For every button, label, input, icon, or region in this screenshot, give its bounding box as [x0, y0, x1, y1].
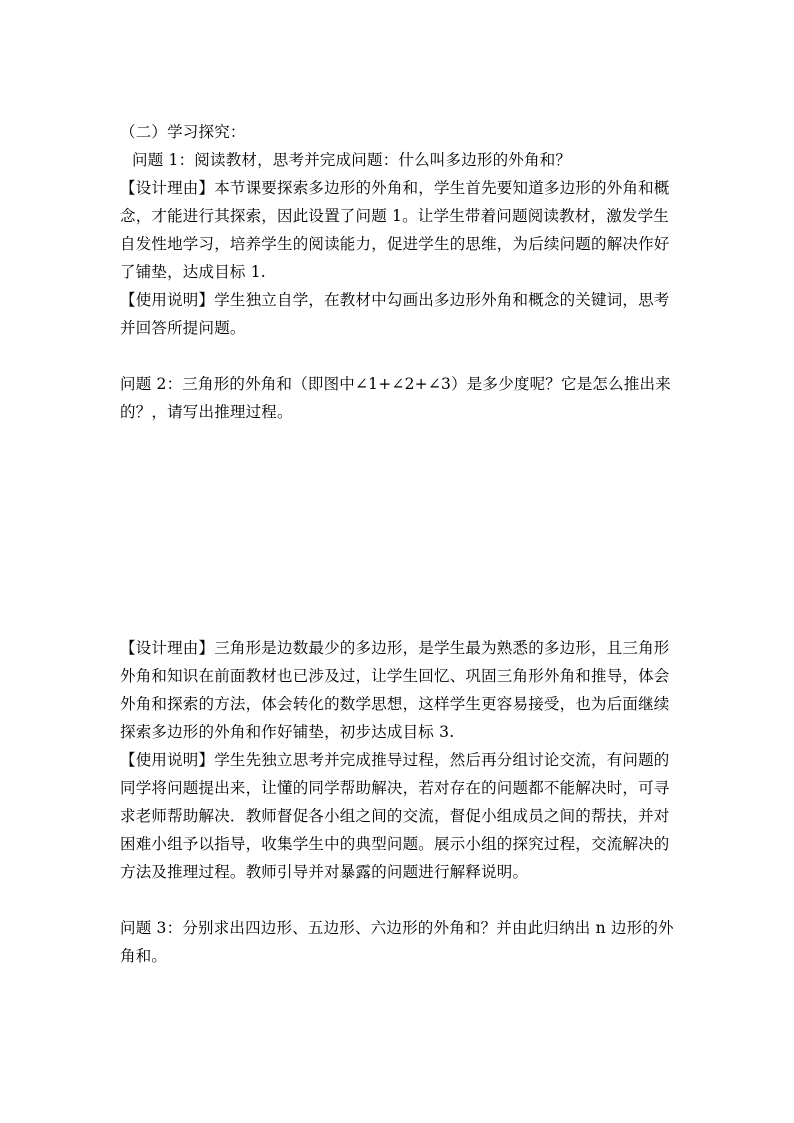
usage-note-2-line: 求老师帮助解决．教师督促各小组之间的交流，督促小组成员之间的帮扶，并对 [120, 807, 670, 825]
design-reason-1-line: 【设计理由】本节课要探索多边形的外角和，学生首先要知道多边形的外角和概 [120, 179, 670, 197]
design-reason-2 [120, 634, 680, 746]
usage-note-2-line: 【使用说明】学生先独立思考并完成推导过程，然后再分组讨论交流，有问题的 [120, 751, 670, 769]
design-reason-1-line: 自发性地学习，培养学生的阅读能力，促进学生的思维，为后续问题的解决作好 [120, 235, 670, 253]
usage-note-2-line: 方法及推理过程。教师引导并对暴露的问题进行解释说明。 [120, 863, 529, 881]
section-title: （二）学习探究： [120, 123, 246, 141]
design-reason-1-line: 念，才能进行其探索，因此设置了问题 1。让学生带着问题阅读教材，激发学生 [120, 207, 669, 225]
usage-note-2 [120, 746, 680, 886]
design-reason-2-line: 探索多边形的外角和作好铺垫，初步达成目标 3. [120, 723, 455, 741]
design-reason-1-line: 了铺垫，达成目标 1. [120, 263, 266, 281]
paragraph-gap [120, 342, 680, 370]
paragraph-gap [120, 886, 680, 914]
blank-answer-area [120, 426, 680, 634]
usage-note-2-line: 同学将问题提出来，让懂的同学帮助解决，若对存在的问题都不能解决时，可寻 [120, 779, 670, 797]
usage-note-1-line: 【使用说明】学生独立自学，在教材中勾画出多边形外角和概念的关键词，思考 [120, 291, 670, 309]
design-reason-2-line: 外角和探索的方法，体会转化的数学思想，这样学生更容易接受，也为后面继续 [120, 695, 670, 713]
usage-note-1 [120, 286, 680, 342]
usage-note-1-line: 并回答所提问题。 [120, 319, 246, 337]
usage-note-2-line: 困难小组予以指导，收集学生中的典型问题。展示小组的探究过程，交流解决的 [120, 835, 670, 853]
design-reason-2-line: 外角和知识在前面教材也已涉及过，让学生回忆、巩固三角形外角和推导，体会 [120, 667, 670, 685]
question-3-line: 问题 3：分别求出四边形、五边形、六边形的外角和？并由此归纳出 n 边形的外 [120, 919, 674, 937]
question-2-line: 的？，请写出推理过程。 [120, 403, 293, 421]
question-2-line: 问题 2：三角形的外角和（即图中∠1+∠2+∠3）是多少度呢？它是怎么推出来 [120, 375, 671, 393]
design-reason-1 [120, 174, 680, 286]
design-reason-2-line: 【设计理由】三角形是边数最少的多边形，是学生最为熟悉的多边形，且三角形 [120, 639, 670, 657]
question-2 [120, 370, 680, 426]
question-3 [120, 914, 680, 970]
question-3-line: 角和。 [120, 947, 168, 965]
question-1: 问题 1：阅读教材，思考并完成问题：什么叫多边形的外角和？ [132, 151, 572, 169]
document-body [120, 118, 680, 970]
